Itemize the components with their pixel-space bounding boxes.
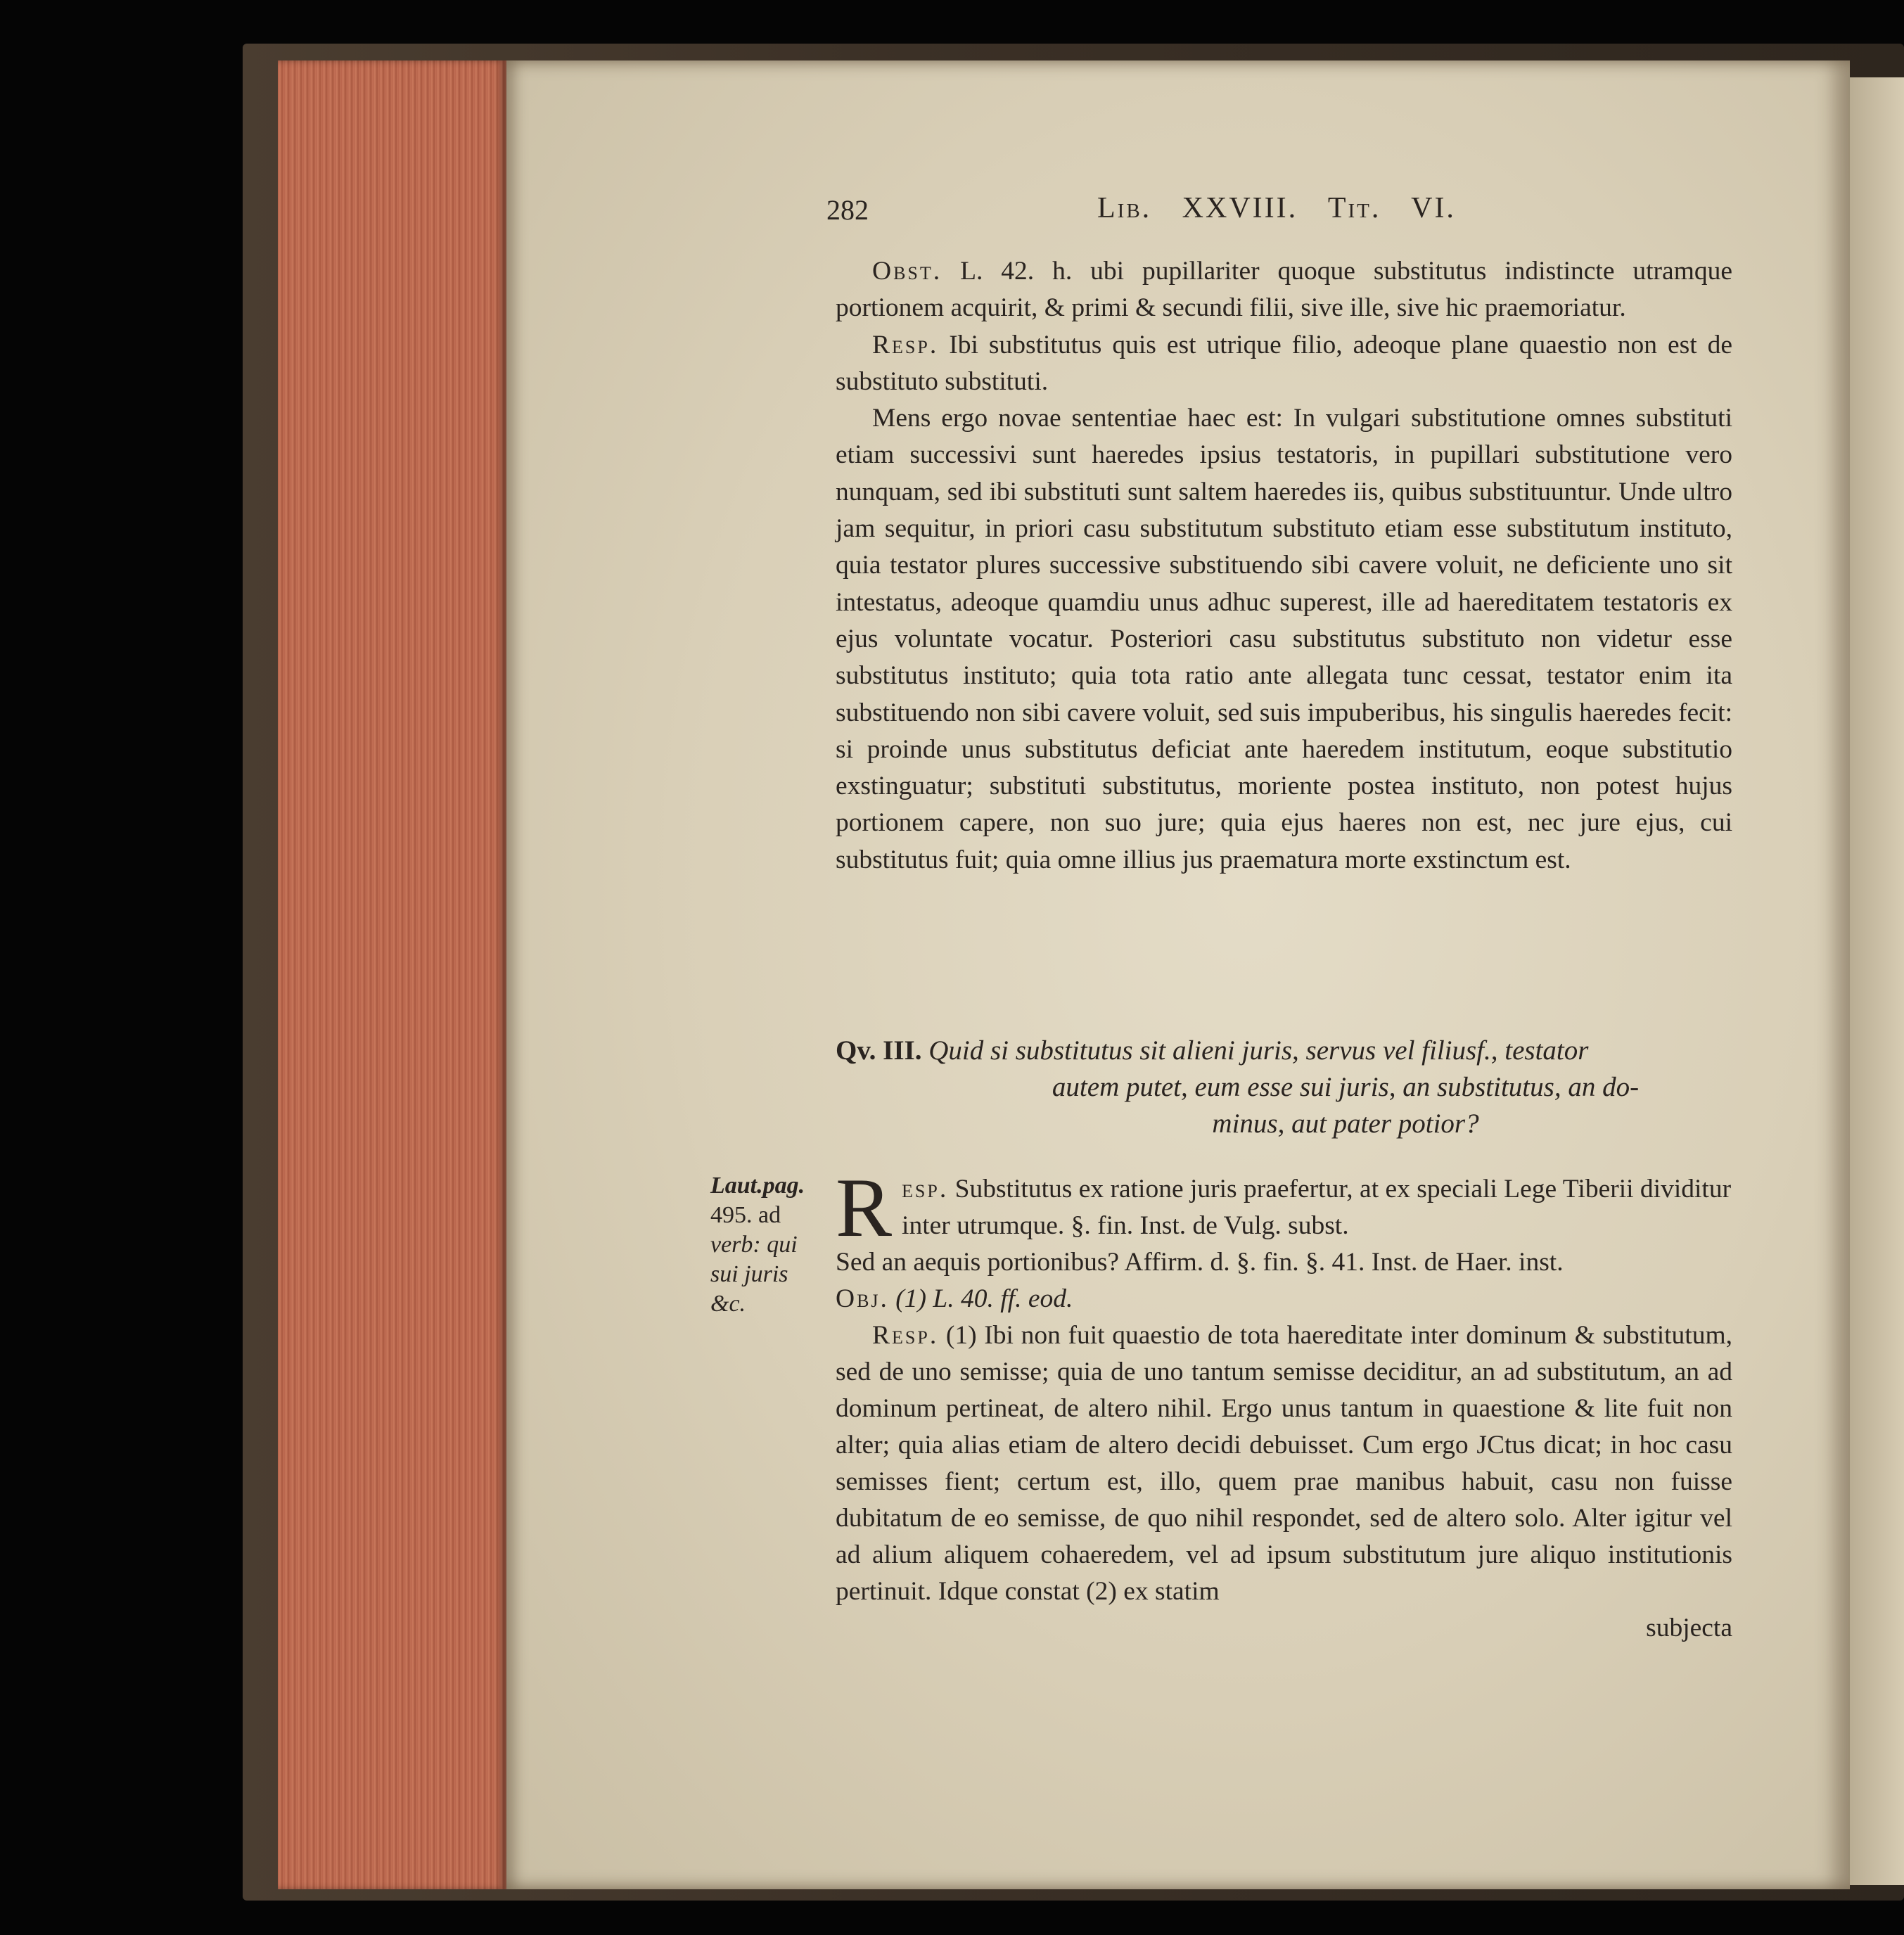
resp2-label: esp. — [902, 1175, 949, 1203]
resp2-p2-text: Sed an aequis portionibus? Affirm. d. §. fin. §. 41. Inst. de Haer. inst. — [836, 1248, 1564, 1277]
marginal-line-4: sui juris — [710, 1261, 788, 1287]
mens-text: Mens ergo novae sententiae haec est: In vulgari substitutione omnes substituti etiam successivi sunt haeredes ipsius testatoris, in pupillari substitutione vero nunquam, sed ibi substituti sunt saltem haeredes iis, quibus substituuntur. Unde ultro jam sequitur, in priori casu substitutum substituto etiam esse substitutum instituto, quia testator plures successive substituendo sibi cavere voluit, ne deficiente uno sit intestatus, adeoque quamdiu unus adhuc superest, ille ad haereditatem testatoris ex ejus voluntate vocatur. Posteriori casu substitutus substituto non videtur esse substitutus instituto; quia tota ratio ante allegata tunc cessat, testator enim ita substituendo non sibi cavere voluit, sed suis impuberibus, his singulis haeredes fecit: si proinde unus substitutus deficiat ante haeredem institutum, eoque substitutio exstinguatur; substituti substitutus, moriente postea instituto, non potest hujus portionem capere, non suo jure; quia ejus haeres non est, nec jure ejus, cui substitutus fuit; quia omne illius jus praematura morte exstinctum est. — [836, 404, 1732, 874]
paragraph-obst — [836, 253, 1732, 327]
page-number: 282 — [826, 194, 869, 226]
paragraph-resp3 — [836, 1317, 1732, 1610]
obst-text: L. 42. h. ubi pupillariter quoque substitutus indistincte utramque portionem acquirit, & primi & secundi filii, sive ille, sive hic praemoriatur. — [836, 257, 1733, 323]
resp2-paragraph-1: Substitutus ex ratione juris praefertur, at ex speciali Lege Tiberii dividitur inter utrumque. §. fin. Inst. de Vulg. subst. — [902, 1175, 1732, 1240]
resp-label: Resp. — [872, 330, 939, 359]
resp-text: Ibi substitutus quis est utrique filio, adeoque plane quaestio non est de substituto substituti. — [836, 330, 1733, 396]
facing-page-edge — [1850, 77, 1904, 1885]
text-block-top — [836, 253, 1732, 879]
marginal-note — [710, 1171, 837, 1319]
question-line-3: minus, aut pater potior? — [1212, 1109, 1479, 1139]
marginal-line-3: verb: qui — [710, 1232, 798, 1258]
question-heading — [836, 1033, 1750, 1142]
resp3-text: (1) Ibi non fuit quaestio de tota haereditate inter dominum & substitutum, sed de uno semisse; quia de uno tantum semisse deciditur, an ad substitutum, an ad dominum pertineat, de altero nihil. Ergo unus tantum in quaestione & lite fuit non alter; quia alias etiam de altero decidi debuisset. Cum ergo JCtus dicat; in hoc casu semisses fient; certum est, illo, quem prae manibus habuit, casu non fuisse dubitatum de eo semisse, de quo nihil respondet, sed de altero solo. Alter igitur vel ad alium aliquem cohaeredem, vel ad ipsum substitutum jure aliquo institutionis pertinuit. Idque constat (2) ex statim — [836, 1321, 1732, 1606]
paragraph-mens — [836, 400, 1732, 879]
marginal-line-2: 495. ad — [710, 1202, 781, 1228]
question-label: Qv. III. — [836, 1035, 922, 1066]
resp3-label: Resp. — [872, 1321, 939, 1350]
resp2-paragraph-2 — [836, 1244, 1732, 1281]
paragraph-obj — [836, 1281, 1732, 1317]
marginal-line-1: Laut.pag. — [710, 1173, 805, 1199]
obj-label: Obj. — [836, 1284, 889, 1313]
question-line-1: Quid si substitutus sit alieni juris, servus vel filiusf., testator — [928, 1035, 1589, 1066]
question-line-2: autem putet, eum esse sui juris, an substitutus, an do- — [1052, 1072, 1640, 1102]
obst-label: Obst. — [872, 257, 943, 286]
running-head: Lib. XXVIII. Tit. VI. — [1097, 192, 1456, 224]
paragraph-resp — [836, 327, 1732, 401]
marginal-line-5: &c. — [710, 1291, 746, 1317]
text-block-bottom — [836, 1161, 1732, 1647]
obj-text: (1) L. 40. ff. eod. — [895, 1284, 1073, 1313]
catchword: subjecta — [1646, 1614, 1732, 1642]
page-fore-edge — [278, 60, 506, 1889]
drop-cap: R — [836, 1161, 893, 1254]
